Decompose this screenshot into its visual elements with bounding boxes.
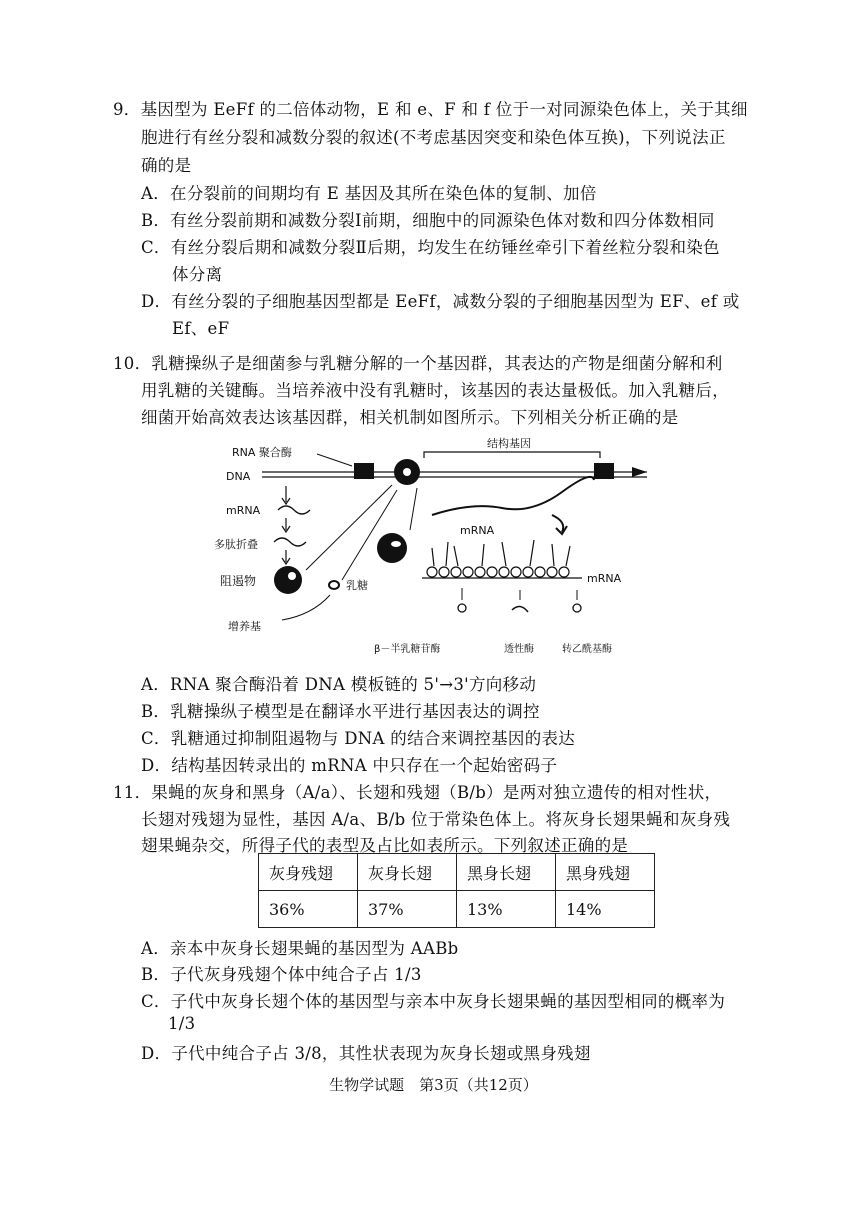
q11-option-c-line2: 1/3: [168, 1014, 196, 1033]
enzyme-permease: [512, 606, 528, 612]
table-cell: 36%: [259, 891, 358, 928]
q11-option-b: B．子代灰身残翅个体中纯合子占 1/3: [141, 965, 422, 984]
label-rna-polymerase: RNA 聚合酶: [232, 446, 292, 459]
label-mrna-left: mRNA: [226, 504, 261, 517]
pointer-rna-polymerase: [317, 454, 352, 466]
phenotype-ratio-table: [258, 853, 655, 928]
mrna-transcript: [432, 477, 594, 515]
label-lactose: 乳糖: [346, 579, 368, 592]
table-cell: 37%: [358, 891, 457, 928]
repressor-inactivated: [377, 533, 407, 563]
lactose-molecule: [329, 581, 339, 589]
enzyme-galactosidase: [458, 604, 466, 612]
label-dna: DNA: [226, 470, 251, 483]
q9-stem-line2: 胞进行有丝分裂和减数分裂的叙述(不考虑基因突变和染色体互换)，下列说法正: [141, 128, 726, 147]
q9-stem-line1: 9．基因型为 EeFf 的二倍体动物，E 和 e、F 和 f 位于一对同源染色体上，关于其细: [113, 100, 748, 119]
table-cell: 13%: [457, 891, 556, 928]
q9-option-d-line1: D．有丝分裂的子细胞基因型都是 EeFf，减数分裂的子细胞基因型为 EF、ef 或: [141, 292, 740, 311]
q10-option-a: A．RNA 聚合酶沿着 DNA 模板链的 5'→3'方向移动: [141, 675, 537, 694]
table-header-cell: 黑身残翅: [556, 854, 655, 891]
table-header-cell: 灰身长翅: [358, 854, 457, 891]
q10-stem-line1: 10．乳糖操纵子是细菌参与乳糖分解的一个基因群，其表达的产物是细菌分解和利: [113, 354, 723, 373]
ribosomes: [427, 567, 569, 577]
polypeptide-strand: [274, 538, 306, 546]
arrow-to-translation: [552, 515, 567, 534]
mrna-left-strand: [278, 506, 310, 514]
label-mrna-mid: mRNA: [460, 524, 495, 537]
q11-stem-line3: 翅果蝇杂交，所得子代的表型及占比如表所示。下列叙述正确的是: [141, 836, 629, 855]
nascent-peptides: [432, 540, 570, 566]
table-cell: 14%: [556, 891, 655, 928]
terminator-box: [594, 463, 614, 479]
enzyme-transacetylase: [573, 604, 581, 612]
q11-option-d: D．子代中纯合子占 3/8，其性状表现为灰身长翅或黑身残翅: [141, 1044, 591, 1063]
structural-gene-bracket: [424, 452, 600, 458]
q11-stem-line2: 长翅对残翅为显性，基因 A/a、B/b 位于常染色体上。将灰身长翅果蝇和灰身残: [141, 810, 731, 829]
table-header-cell: 黑身长翅: [457, 854, 556, 891]
q10-option-b: B．乳糖操纵子模型是在翻译水平进行基因表达的调控: [141, 702, 540, 721]
table-header-cell: 灰身残翅: [259, 854, 358, 891]
dna-arrow: [632, 467, 647, 477]
label-enzyme-transacetylase: 转乙酰基酶: [562, 644, 612, 655]
lac-operon-diagram: [214, 430, 652, 660]
q9-stem-line3: 确的是: [141, 156, 192, 175]
q9-option-a: A．在分裂前的间期均有 E 基因及其所在染色体的复制、加倍: [141, 184, 597, 203]
label-medium: 增养基: [228, 620, 261, 633]
q10-option-d: D．结构基因转录出的 mRNA 中只存在一个起始密码子: [141, 756, 558, 775]
arrow-repressor-to-dna: [306, 485, 392, 570]
label-mrna-right: mRNA: [587, 572, 622, 585]
label-enzyme-permease: 透性酶: [504, 644, 534, 655]
arrow-medium: [282, 595, 330, 620]
label-structural-gene: 结构基因: [487, 437, 531, 450]
q10-stem-line3: 细菌开始高效表达该基因群，相关机制如图所示。下列相关分析正确的是: [141, 408, 679, 427]
q9-option-d-line2: Ef、eF: [172, 319, 230, 338]
table-row: [259, 891, 655, 928]
q11-option-c-line1: C．子代中灰身长翅个体的基因型与亲本中灰身长翅果蝇的基因型相同的概率为: [141, 992, 726, 1011]
repressor-free: [274, 566, 302, 594]
promoter-box: [354, 463, 374, 479]
label-repressor: 阻遏物: [220, 574, 257, 588]
label-folding: 多肽折叠: [214, 538, 258, 551]
q9-option-c-line1: C．有丝分裂后期和减数分裂Ⅱ后期，均发生在纺锤丝牵引下着丝粒分裂和染色: [141, 238, 720, 257]
q10-option-c: C．乳糖通过抑制阻遏物与 DNA 的结合来调控基因的表达: [141, 729, 576, 748]
q9-option-b: B．有丝分裂前期和减数分裂Ⅰ前期，细胞中的同源染色体对数和四分体数相同: [141, 211, 715, 230]
q11-stem-line1: 11．果蝇的灰身和黑身（A/a）、长翅和残翅（B/b）是两对独立遗传的相对性状，: [113, 783, 722, 802]
q11-option-a: A．亲本中灰身长翅果蝇的基因型为 AABb: [141, 939, 459, 958]
table-header-row: [259, 854, 655, 891]
q10-stem-line2: 用乳糖的关键酶。当培养液中没有乳糖时，该基因的表达量极低。加入乳糖后，: [141, 381, 729, 400]
label-enzyme-galactosidase: β－半乳糖苷酶: [374, 644, 441, 655]
q9-option-c-line2: 体分离: [172, 265, 223, 284]
page-footer: 生物学试题 第3页（共12页）: [329, 1076, 538, 1094]
